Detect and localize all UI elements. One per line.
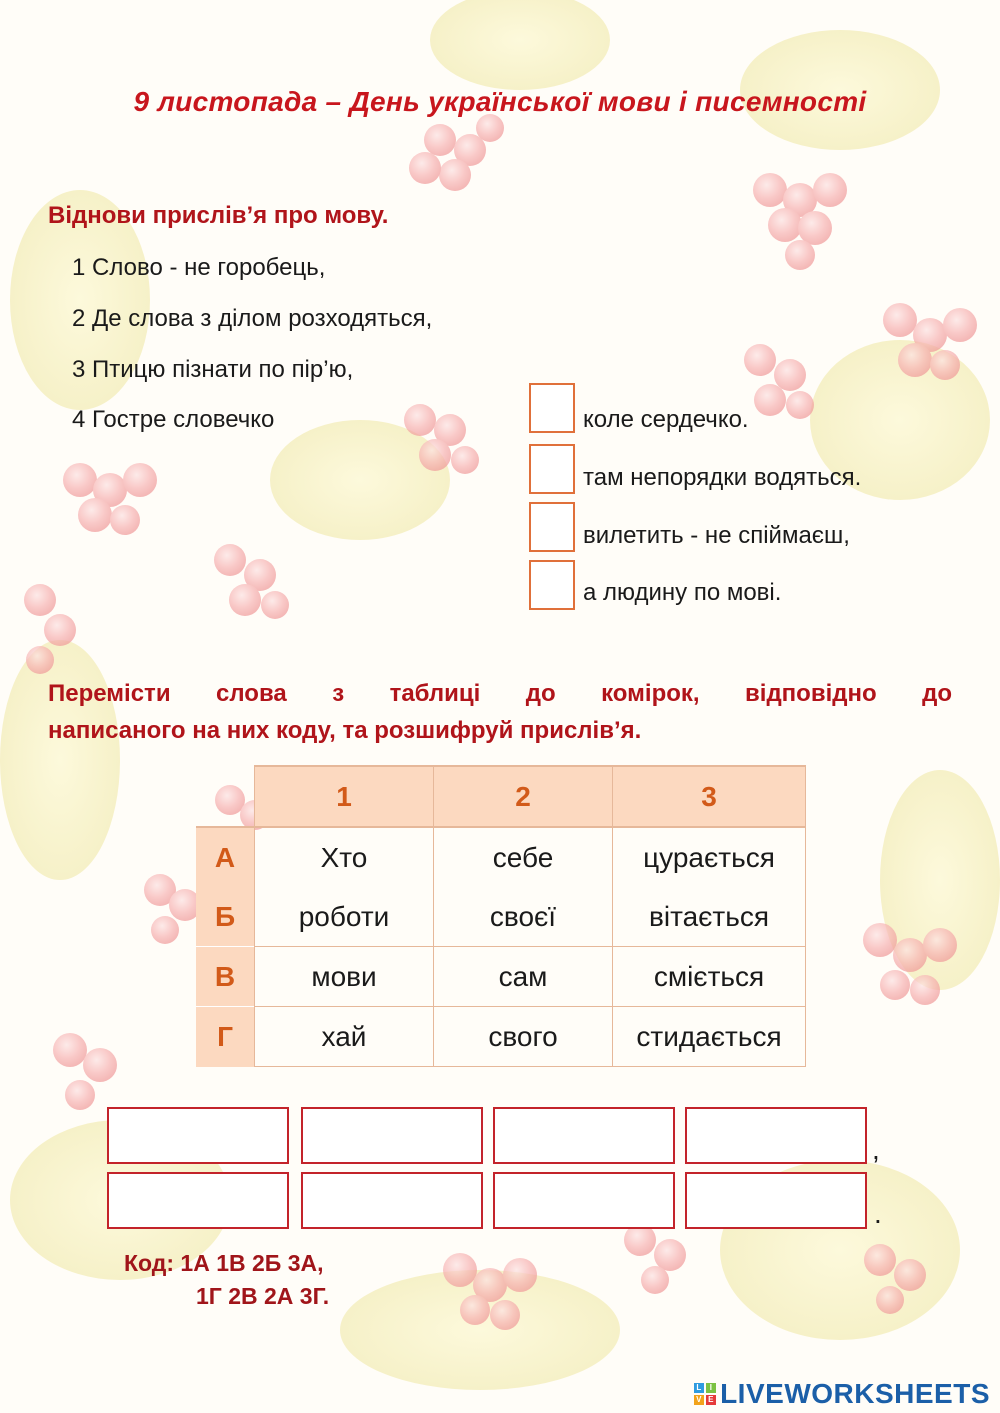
row2-period: . [874, 1198, 882, 1229]
page-title: 9 листопада – День української мови і писемності [133, 86, 867, 117]
liveworksheets-logo-text: LIVEWORKSHEETS [720, 1378, 990, 1409]
proverb-start-1: 1 Слово - не горобець, [72, 254, 326, 281]
drop-slot-5[interactable] [107, 1172, 289, 1229]
answer-number-box-2[interactable] [529, 444, 575, 494]
column-header-3: 3 [613, 766, 806, 827]
task1-heading: Віднови прислів’я про мову. [48, 202, 389, 229]
word-cell[interactable]: свого [434, 1007, 613, 1067]
row-header-b: Б [196, 887, 255, 947]
proverb-ending-2: там непорядки водяться. [583, 464, 862, 491]
word-cell[interactable]: мови [255, 947, 434, 1007]
table-row [196, 827, 806, 887]
word-cell[interactable]: роботи [255, 887, 434, 947]
proverb-ending-4: а людину по мові. [583, 579, 782, 606]
table-row [196, 1007, 806, 1067]
liveworksheets-logo-icon: L I V E [694, 1383, 716, 1405]
drop-slot-4[interactable] [685, 1107, 867, 1164]
drop-slot-3[interactable] [493, 1107, 675, 1164]
word-cell[interactable]: себе [434, 827, 613, 887]
column-header-2: 2 [434, 766, 613, 827]
task2-heading-line2: написаного на них коду, та розшифруй прислів’я. [48, 717, 642, 744]
code-line-1: Код: 1А 1В 2Б 3А, [124, 1250, 324, 1276]
code-line-2: 1Г 2В 2А 3Г. [196, 1283, 330, 1309]
drop-slot-7[interactable] [493, 1172, 675, 1229]
row-header-g: Г [196, 1007, 255, 1067]
word-cell[interactable]: своєї [434, 887, 613, 947]
row-header-v: В [196, 947, 255, 1007]
drop-slot-8[interactable] [685, 1172, 867, 1229]
word-cell[interactable]: стидається [613, 1007, 806, 1067]
answer-number-box-4[interactable] [529, 560, 575, 610]
proverb-ending-3: вилетить - не спіймаєш, [583, 522, 850, 549]
table-corner [196, 766, 255, 827]
answer-number-box-3[interactable] [529, 502, 575, 552]
proverb-ending-1: коле сердечко. [583, 406, 749, 433]
proverb-start-2: 2 Де слова з ділом розходяться, [72, 305, 433, 332]
word-cell[interactable]: вітається [613, 887, 806, 947]
drop-slot-6[interactable] [301, 1172, 483, 1229]
word-cell[interactable]: хай [255, 1007, 434, 1067]
row-header-a: А [196, 827, 255, 887]
word-cell[interactable]: Хто [255, 827, 434, 887]
table-row [196, 887, 806, 947]
table-header-row [196, 766, 806, 827]
proverb-start-4: 4 Гостре словечко [72, 406, 275, 433]
word-cell[interactable]: сам [434, 947, 613, 1007]
liveworksheets-logo [694, 1378, 990, 1410]
answer-number-box-1[interactable] [529, 383, 575, 433]
task2-heading-line1: Перемісти слова з таблиці до комірок, відповідно до [48, 680, 952, 707]
proverb-start-3: 3 Птицю пізнати по пір’ю, [72, 356, 354, 383]
word-table [196, 765, 806, 1067]
word-cell[interactable]: сміється [613, 947, 806, 1007]
drop-slot-2[interactable] [301, 1107, 483, 1164]
column-header-1: 1 [255, 766, 434, 827]
row1-comma: , [872, 1134, 880, 1165]
table-row [196, 947, 806, 1007]
word-cell[interactable]: цурається [613, 827, 806, 887]
drop-slot-1[interactable] [107, 1107, 289, 1164]
